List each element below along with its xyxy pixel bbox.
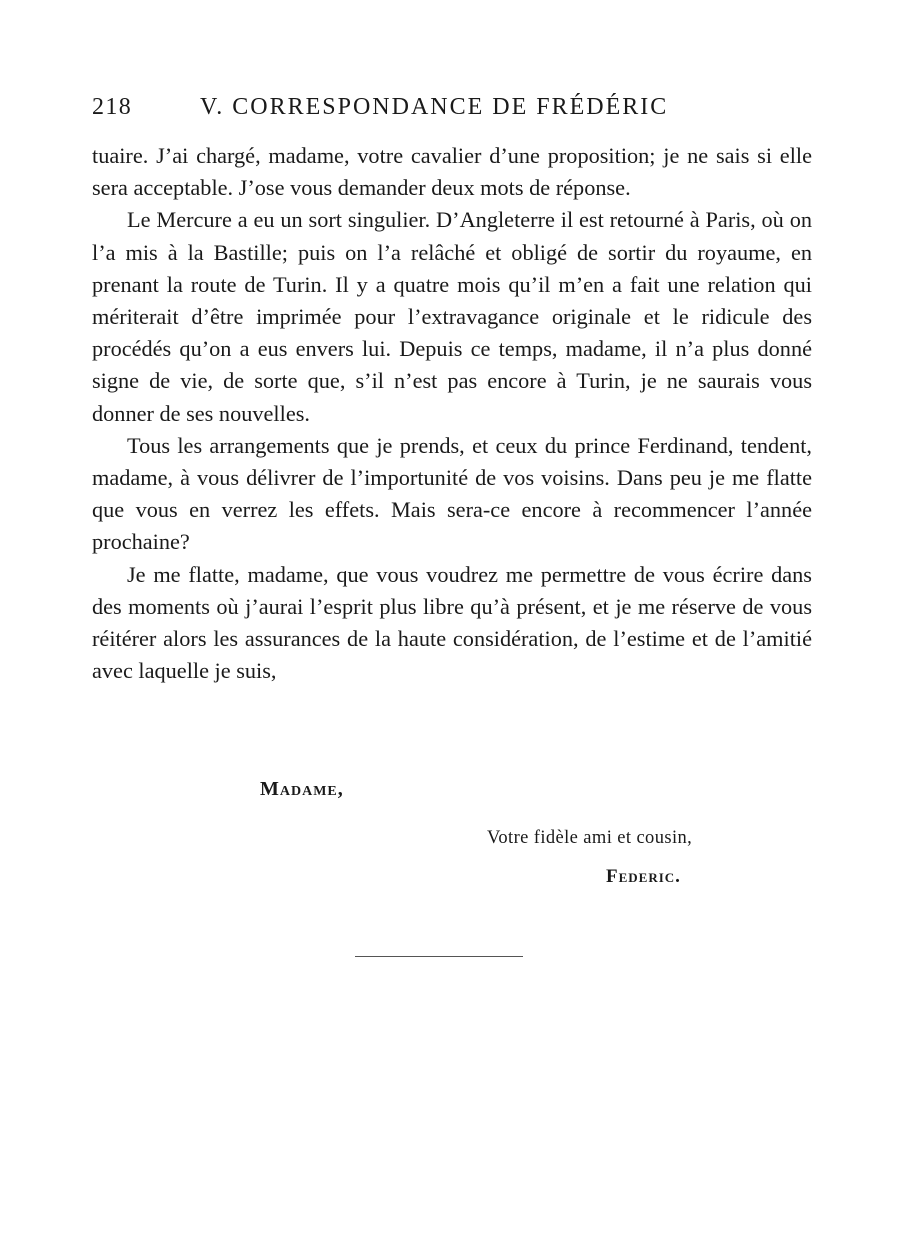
running-head <box>92 94 712 126</box>
paragraph-arrangements: Tous les arrangements que je prends, et ceux du prince Ferdinand, tendent, madame, à vous délivrer de l’importunité de vos voisins. Dans peu je me flatte que vous en verrez les effets. Mais sera-ce encore à recommencer l’année prochaine? <box>92 432 812 555</box>
closing-formula: Votre fidèle ami et cousin, <box>487 828 693 848</box>
letter-body <box>92 140 812 687</box>
section-divider-rule <box>355 956 523 957</box>
paragraph-mercure: Le Mercure a eu un sort singulier. D’Angleterre il est retourné à Paris, où on l’a mis à la Bastille; puis on l’a relâché et obligé de sortir du royaume, en prenant la route de Turin. Il y a quatre mois qu’il m’en a fait une relation qui mériterait d’être imprimée pour l’extravagance originale et le ridicule des procédés qu’on a eus envers lui. Depuis ce temps, madame, il n’a plus donné signe de vie, de sorte que, s’il n’est pas encore à Turin, je ne saurais vous donner de ses nouvelles. <box>92 207 812 426</box>
running-head-title: V. CORRESPONDANCE DE FRÉDÉRIC <box>200 94 669 120</box>
signature: Federic. <box>606 866 681 887</box>
salutation: Madame, <box>260 778 344 800</box>
paragraph-closing-remarks: Je me flatte, madame, que vous voudrez me permettre de vous écrire dans des moments où j’aurai l’esprit plus libre qu’à présent, et je me réserve de vous réitérer alors les assurances de la haute considération, de l’estime et de l’amitié avec laquelle je suis, <box>92 561 812 684</box>
page-number: 218 <box>92 94 133 120</box>
paragraph-continuation: tuaire. J’ai chargé, madame, votre cavalier d’une proposition; je ne sais si elle sera acceptable. J’ose vous demander deux mots de réponse. <box>92 143 812 201</box>
